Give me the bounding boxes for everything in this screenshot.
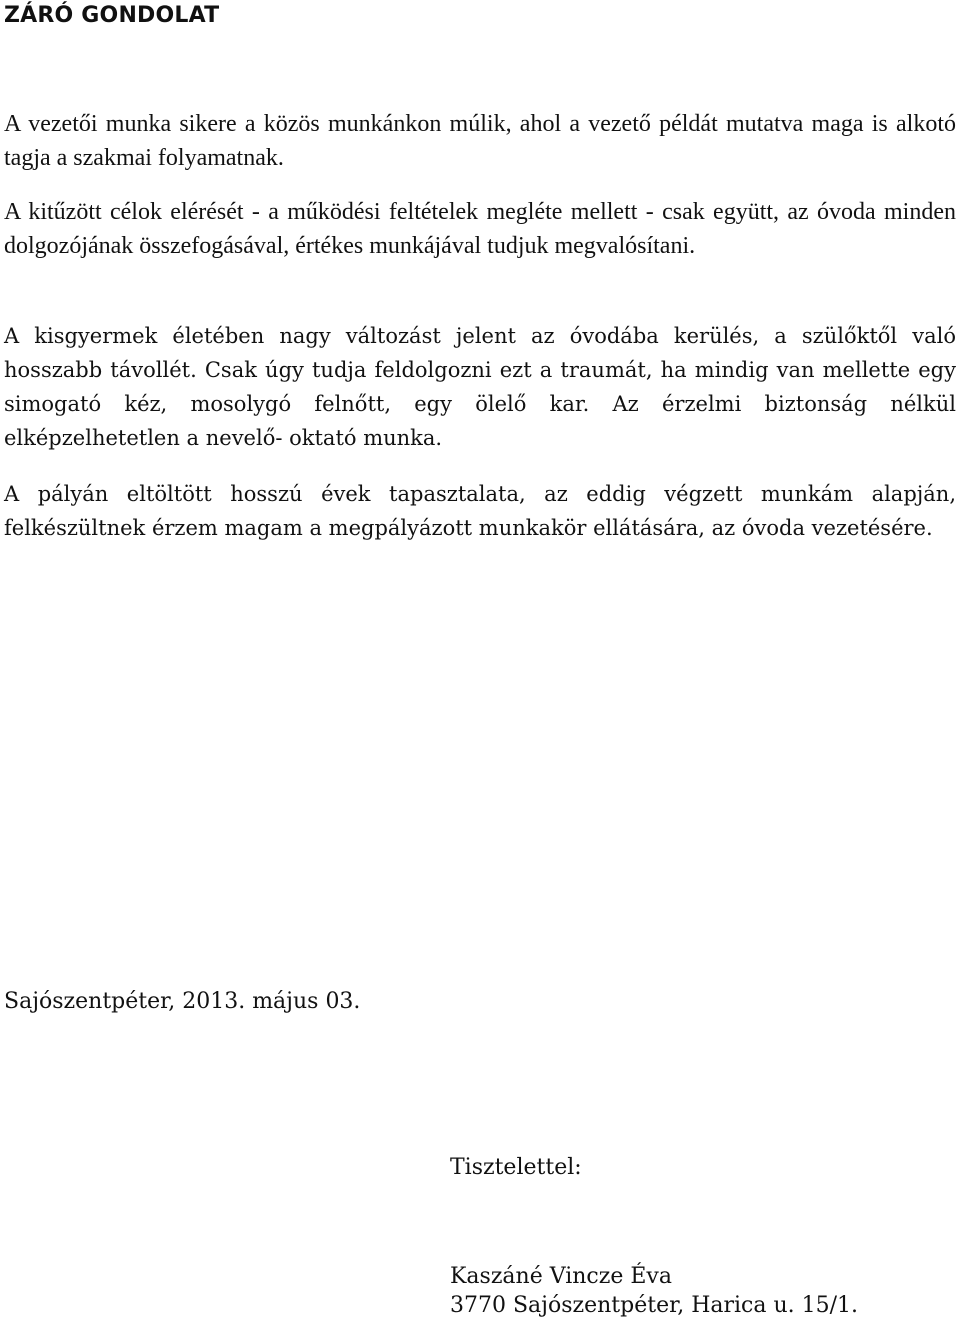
paragraph-1: A vezetői munka sikere a közös munkánkon múlik, ahol a vezető példát mutatva maga is alkotó tagja a szakmai folyamatnak.: [4, 111, 956, 171]
document-heading: ZÁRÓ GONDOLAT: [4, 3, 220, 28]
signature-name: Kaszáné Vincze Éva: [450, 1264, 672, 1289]
paragraph-3: A kisgyermek életében nagy változást jelent az óvodába kerülés, a szülőktől való hosszabb távollét. Csak úgy tudja feldolgozni ezt a traumát, ha mindig van mellette egy simogató kéz, mosolygó felnőtt, egy ölelő kar. Az érzelmi biztonság nélkül elképzelhetetlen a nevelő- oktató munka.: [4, 324, 956, 450]
place-and-date: Sajószentpéter, 2013. május 03.: [4, 989, 361, 1014]
signature-address: 3770 Sajószentpéter, Harica u. 15/1.: [450, 1293, 859, 1318]
paragraph-2: A kitűzött célok elérését - a működési feltételek megléte mellett - csak együtt, az óvoda minden dolgozójának összefogásával, értékes munkájával tudjuk megvalósítani.: [4, 199, 956, 259]
paragraph-4: A pályán eltöltött hosszú évek tapasztalata, az eddig végzett munkám alapján, felkészültnek érzem magam a megpályázott munkakör ellátására, az óvoda vezetésére.: [4, 482, 956, 540]
closing-greeting: Tisztelettel:: [450, 1155, 582, 1180]
